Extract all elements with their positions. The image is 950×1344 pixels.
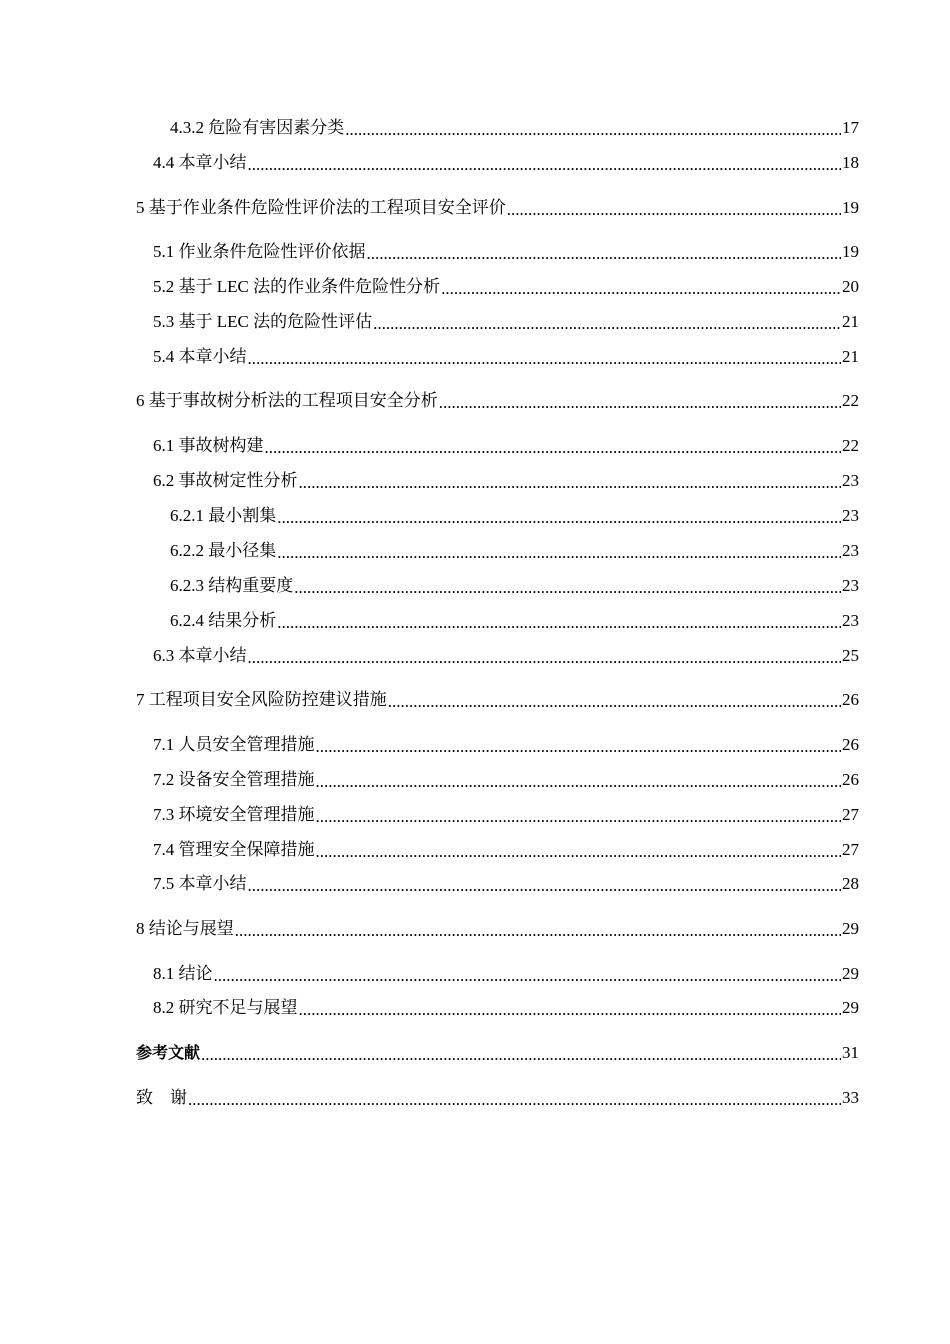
toc-entry-page: 29 bbox=[842, 919, 859, 938]
toc-entry-page: 17 bbox=[842, 118, 859, 137]
toc-entry-chapter-6[interactable] bbox=[136, 388, 859, 414]
toc-dot-leader bbox=[294, 577, 841, 599]
toc-dot-leader bbox=[277, 507, 841, 529]
toc-dot-leader bbox=[441, 278, 841, 300]
toc-entry-7-1[interactable] bbox=[153, 732, 859, 758]
toc-dot-leader bbox=[316, 771, 842, 793]
toc-entry-title: 7.1 人员安全管理措施 bbox=[153, 735, 315, 754]
toc-entry-6-1[interactable] bbox=[153, 433, 859, 459]
toc-dot-leader bbox=[201, 1044, 841, 1066]
toc-entry-title: 8.2 研究不足与展望 bbox=[153, 998, 298, 1017]
toc-entry-page: 18 bbox=[842, 153, 859, 172]
toc-dot-leader bbox=[299, 472, 842, 494]
toc-entry-page: 23 bbox=[842, 541, 859, 560]
toc-entry-6-2-2[interactable] bbox=[170, 538, 859, 564]
toc-entry-title: 6.2.3 结构重要度 bbox=[170, 576, 294, 595]
toc-entry-title: 5.1 作业条件危险性评价依据 bbox=[153, 242, 366, 261]
toc-entry-title: 7.4 管理安全保障措施 bbox=[153, 840, 315, 859]
toc-entry-title: 8.1 结论 bbox=[153, 964, 213, 983]
toc-entry-page: 28 bbox=[842, 874, 859, 893]
toc-entry-page: 23 bbox=[842, 471, 859, 490]
toc-dot-leader bbox=[214, 965, 842, 987]
toc-entry-title: 6.1 事故树构建 bbox=[153, 436, 264, 455]
toc-entry-title: 7.5 本章小结 bbox=[153, 874, 247, 893]
toc-entry-title: 5.4 本章小结 bbox=[153, 347, 247, 366]
toc-entry-chapter-5[interactable] bbox=[136, 195, 859, 221]
toc-entry-page: 23 bbox=[842, 506, 859, 525]
toc-dot-leader bbox=[439, 392, 841, 414]
toc-entry-references[interactable] bbox=[136, 1040, 859, 1066]
toc-entry-acknowledgements[interactable] bbox=[136, 1085, 859, 1111]
toc-entry-page: 31 bbox=[842, 1043, 859, 1062]
toc-entry-title: 4.4 本章小结 bbox=[153, 153, 247, 172]
toc-entry-title: 6.2.2 最小径集 bbox=[170, 541, 277, 560]
toc-entry-page: 21 bbox=[842, 347, 859, 366]
toc-entry-title: 5 基于作业条件危险性评价法的工程项目安全评价 bbox=[136, 198, 506, 217]
toc-dot-leader bbox=[388, 691, 841, 713]
toc-entry-title: 8 结论与展望 bbox=[136, 919, 234, 938]
toc-entry-6-2-1[interactable] bbox=[170, 503, 859, 529]
toc-entry-title: 6.2 事故树定性分析 bbox=[153, 471, 298, 490]
toc-dot-leader bbox=[367, 243, 842, 265]
toc-entry-page: 27 bbox=[842, 840, 859, 859]
toc-dot-leader bbox=[316, 806, 842, 828]
toc-entry-page: 19 bbox=[842, 198, 859, 217]
toc-entry-6-3[interactable] bbox=[153, 643, 859, 669]
toc-entry-page: 22 bbox=[842, 391, 859, 410]
toc-entry-title: 6.3 本章小结 bbox=[153, 646, 247, 665]
toc-entry-5-2[interactable] bbox=[153, 274, 859, 300]
toc-entry-5-3[interactable] bbox=[153, 309, 859, 335]
toc-entry-5-4[interactable] bbox=[153, 344, 859, 370]
toc-entry-title: 6.2.1 最小割集 bbox=[170, 506, 277, 525]
toc-entry-page: 25 bbox=[842, 646, 859, 665]
toc-entry-title: 6 基于事故树分析法的工程项目安全分析 bbox=[136, 391, 438, 410]
toc-dot-leader bbox=[373, 313, 841, 335]
toc-entry-page: 19 bbox=[842, 242, 859, 261]
toc-entry-page: 29 bbox=[842, 964, 859, 983]
toc-dot-leader bbox=[188, 1089, 841, 1111]
toc-dot-leader bbox=[507, 199, 841, 221]
toc-dot-leader bbox=[235, 920, 841, 942]
toc-dot-leader bbox=[277, 542, 841, 564]
toc-entry-page: 20 bbox=[842, 277, 859, 296]
toc-entry-title: 5.2 基于 LEC 法的作业条件危险性分析 bbox=[153, 277, 441, 296]
toc-entry-title: 5.3 基于 LEC 法的危险性评估 bbox=[153, 312, 373, 331]
toc-entry-7-5[interactable] bbox=[153, 871, 859, 897]
toc-entry-page: 26 bbox=[842, 690, 859, 709]
toc-entry-6-2-3[interactable] bbox=[170, 573, 859, 599]
toc-dot-leader bbox=[248, 154, 842, 176]
toc-dot-leader bbox=[299, 999, 842, 1021]
toc-entry-6-2[interactable] bbox=[153, 468, 859, 494]
toc-entry-6-2-4[interactable] bbox=[170, 608, 859, 634]
toc-dot-leader bbox=[248, 348, 842, 370]
toc-dot-leader bbox=[316, 841, 842, 863]
toc-entry-page: 23 bbox=[842, 576, 859, 595]
toc-entry-4-4[interactable] bbox=[153, 150, 859, 176]
toc-entry-7-2[interactable] bbox=[153, 767, 859, 793]
toc-dot-leader bbox=[345, 119, 841, 141]
toc-entry-8-1[interactable] bbox=[153, 961, 859, 987]
toc-entry-title: 4.3.2 危险有害因素分类 bbox=[170, 118, 345, 137]
toc-entry-title: 6.2.4 结果分析 bbox=[170, 611, 277, 630]
toc-entry-5-1[interactable] bbox=[153, 239, 859, 265]
toc-entry-page: 29 bbox=[842, 998, 859, 1017]
toc-entry-page: 33 bbox=[842, 1088, 859, 1107]
toc-dot-leader bbox=[248, 647, 842, 669]
toc-entry-title: 参考文献 bbox=[136, 1043, 201, 1062]
toc-entry-page: 23 bbox=[842, 611, 859, 630]
toc-dot-leader bbox=[316, 736, 842, 758]
toc-entry-page: 22 bbox=[842, 436, 859, 455]
toc-entry-chapter-8[interactable] bbox=[136, 916, 859, 942]
toc-dot-leader bbox=[277, 612, 841, 634]
toc-dot-leader bbox=[265, 437, 842, 459]
toc-entry-8-2[interactable] bbox=[153, 995, 859, 1021]
toc-entry-title: 7 工程项目安全风险防控建议措施 bbox=[136, 690, 387, 709]
toc-entry-title: 7.2 设备安全管理措施 bbox=[153, 770, 315, 789]
toc-entry-page: 21 bbox=[842, 312, 859, 331]
toc-entry-chapter-7[interactable] bbox=[136, 687, 859, 713]
toc-entry-7-3[interactable] bbox=[153, 802, 859, 828]
toc-entry-title: 致 谢 bbox=[136, 1088, 187, 1107]
toc-entry-title: 7.3 环境安全管理措施 bbox=[153, 805, 315, 824]
toc-entry-7-4[interactable] bbox=[153, 837, 859, 863]
toc-entry-page: 27 bbox=[842, 805, 859, 824]
toc-entry-page: 26 bbox=[842, 770, 859, 789]
toc-dot-leader bbox=[248, 875, 842, 897]
toc-entry-4-3-2[interactable] bbox=[170, 115, 859, 141]
toc-entry-page: 26 bbox=[842, 735, 859, 754]
